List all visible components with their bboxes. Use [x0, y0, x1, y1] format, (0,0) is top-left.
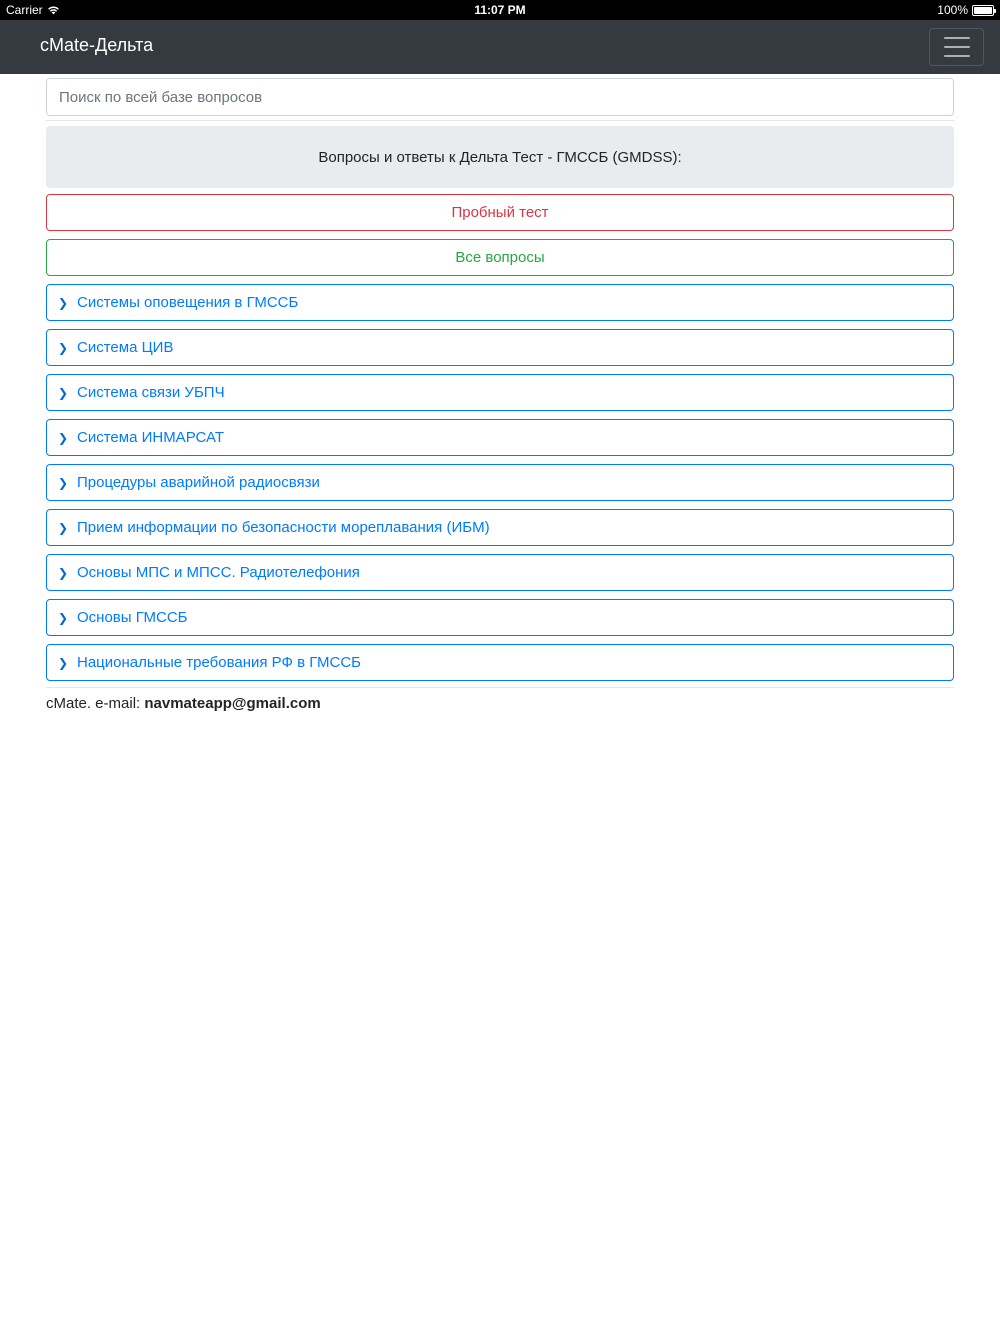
carrier-label: Carrier: [6, 3, 43, 17]
navbar: [0, 20, 1000, 74]
chevron-right-icon: ❯: [58, 295, 69, 310]
chevron-right-icon: ❯: [58, 385, 69, 400]
section-header: [46, 126, 954, 188]
category-label: Система ЦИВ: [77, 339, 174, 356]
status-time: 11:07 PM: [474, 3, 526, 17]
footer-divider: [46, 687, 954, 688]
wifi-icon: [47, 5, 60, 15]
chevron-right-icon: ❯: [58, 565, 69, 580]
battery-percent: 100%: [937, 3, 968, 17]
category-label: Процедуры аварийной радиосвязи: [77, 474, 320, 491]
divider: [46, 120, 954, 121]
category-button[interactable]: [46, 509, 954, 546]
category-button[interactable]: [46, 329, 954, 366]
footer: [46, 695, 954, 712]
trial-test-button[interactable]: Пробный тест: [46, 194, 954, 231]
category-button[interactable]: [46, 374, 954, 411]
hamburger-icon-line: [944, 55, 970, 57]
battery-group: [937, 3, 994, 17]
footer-prefix: cMate. e-mail:: [46, 695, 145, 712]
category-label: Основы МПС и МПСС. Радиотелефония: [77, 564, 360, 581]
footer-email[interactable]: navmateapp@gmail.com: [144, 695, 321, 712]
category-button[interactable]: [46, 464, 954, 501]
category-button[interactable]: [46, 554, 954, 591]
section-header-title: Вопросы и ответы к Дельта Тест - ГМССБ (GMDSS):: [318, 148, 682, 166]
search-input[interactable]: [46, 78, 954, 116]
battery-icon: [972, 5, 994, 16]
category-button[interactable]: [46, 599, 954, 636]
chevron-right-icon: ❯: [58, 655, 69, 670]
chevron-right-icon: ❯: [58, 430, 69, 445]
category-label: Система ИНМАРСАТ: [77, 429, 225, 446]
menu-toggle-button[interactable]: [929, 28, 984, 66]
category-button[interactable]: [46, 644, 954, 681]
main-container: [46, 78, 954, 712]
category-label: Прием информации по безопасности мореплавания (ИБМ): [77, 519, 490, 536]
category-label: Основы ГМССБ: [77, 609, 188, 626]
status-bar: [0, 0, 1000, 20]
chevron-right-icon: ❯: [58, 475, 69, 490]
carrier-group: [6, 3, 60, 17]
hamburger-icon-line: [944, 46, 970, 48]
category-list: [46, 284, 954, 681]
category-label: Система связи УБПЧ: [77, 384, 225, 401]
chevron-right-icon: ❯: [58, 610, 69, 625]
all-questions-button[interactable]: Все вопросы: [46, 239, 954, 276]
chevron-right-icon: ❯: [58, 340, 69, 355]
navbar-brand[interactable]: cMate-Дельта: [40, 35, 154, 55]
chevron-right-icon: ❯: [58, 520, 69, 535]
category-label: Системы оповещения в ГМССБ: [77, 294, 299, 311]
category-label: Национальные требования РФ в ГМССБ: [77, 654, 361, 671]
category-button[interactable]: [46, 419, 954, 456]
category-button[interactable]: [46, 284, 954, 321]
hamburger-icon-line: [944, 37, 970, 39]
